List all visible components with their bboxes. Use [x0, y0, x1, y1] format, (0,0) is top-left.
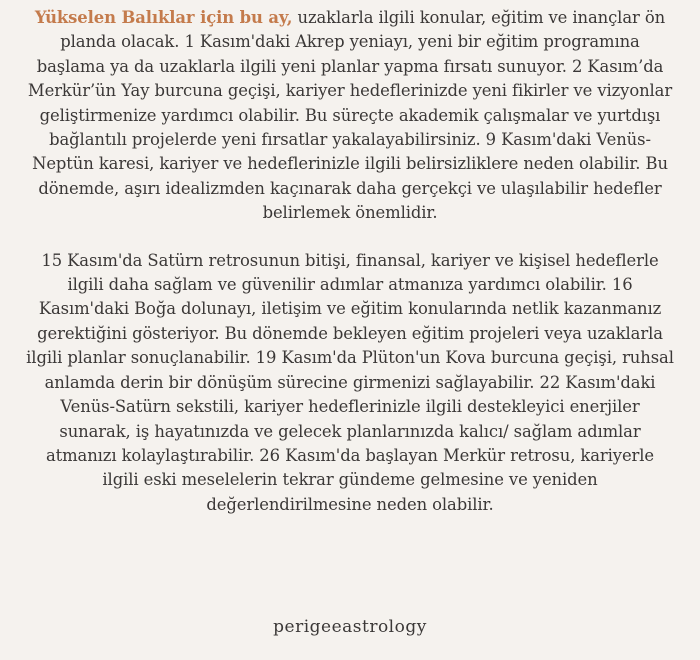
- paragraph-lead: Yükselen Balıklar için bu ay,: [34, 8, 293, 27]
- paragraph-second-body: 15 Kasım'da Satürn retrosunun bitişi, finansal, kariyer ve kişisel hedeflerle ilgili daha sağlam ve güvenilir adımlar atmanıza yardımcı olabilir. 16 Kasım'daki Boğa dolunayı, iletişim ve eğitim konularında netlik kazanmanız gerektiğini gösteriyor. Bu dönemde bekleyen eğitim projeleri veya uzaklarla ilgili planlar sonuçlanabilir. 19 Kasım'da Plüton'un Kova burcuna geçişi, ruhsal anlamda derin bir dönüşüm sürecine girmenizi sağlayabilir. 22 Kasım'daki Venüs-Satürn sekstili, kariyer hedeflerinizle ilgili destekleyici enerjiler sunarak, iş hayatınızda ve gelecek planlarınızda kalıcı/ sağlam adımlar atmanızı kolaylaştırabilir. 26 Kasım'da başlayan Merkür retrosu, kariyerle ilgili eski meselelerin tekrar gündeme gelmesine ve yeniden değerlendirilmesine neden olabilir.: [26, 250, 674, 514]
- paragraph-first: [26, 6, 674, 226]
- brand-signature: perigeeastrology: [273, 617, 427, 637]
- paragraph-first-body: uzaklarla ilgili konular, eğitim ve inançlar ön planda olacak. 1 Kasım'daki Akrep yeniayı, yeni bir eğitim programına başlama ya da uzaklarla ilgili yeni planlar yapma fırsatı sunuyor. 2 Kasım’da Merkür’ün Yay burcuna geçişi, kariyer hedeflerinizde yeni fikirler ve vizyonlar geliştirmenize yardımcı olabilir. Bu süreçte akademik çalışmalar ve yurtdışı bağlantılı projelerde yeni fırsatlar yakalayabilirsiniz. 9 Kasım'daki Venüs-Neptün karesi, kariyer ve hedeflerinizle ilgili belirsizliklere neden olabilir. Bu dönemde, aşırı idealizmden kaçınarak daha gerçekçi ve ulaşılabilir hedefler belirlemek önemlidir.: [27, 8, 673, 223]
- paragraph-second: [26, 249, 674, 517]
